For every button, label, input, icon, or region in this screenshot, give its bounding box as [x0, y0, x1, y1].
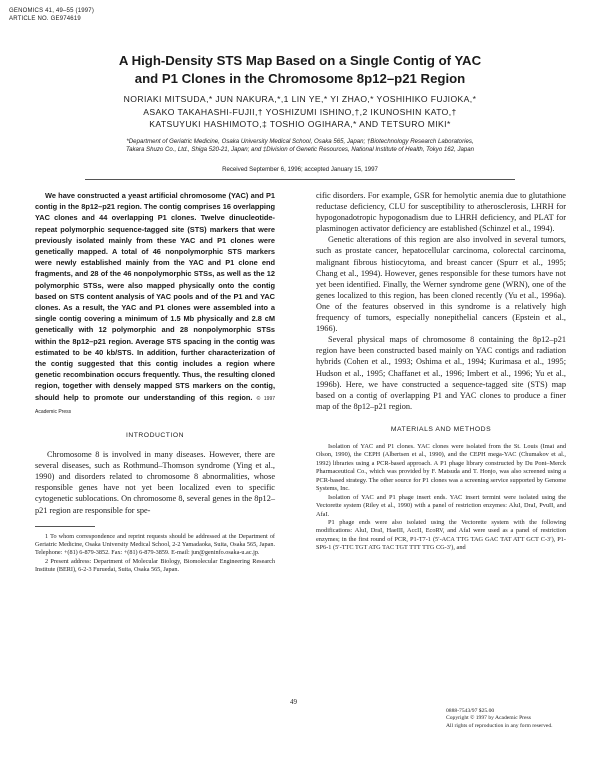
introduction-heading: INTRODUCTION [125, 432, 185, 440]
left-column [35, 190, 275, 575]
body-paragraph-1: cific disorders. For example, GSR for hemolytic anemia due to glutathione reductase deficiency, CLU for susceptibility to atherosclerosis, LHRH for hypogonadotropic hypogonadism due to LHRH deficiency, and PLAT for plasminogen activator deficiency are established (Schinzel et al., 1994). [316, 191, 566, 234]
affiliation-line-2: Takara Shuzo Co., Ltd., Shiga 520-21, Japan; and ‡Division of Genetic Resources, National Institute of Health, Tokyo 162, Japan [125, 146, 475, 154]
authors-line-2: ASAKO TAKAHASHI-FUJII,† YOSHIZUMI ISHINO,†,2 IKUNOSHIN KATO,† [143, 106, 457, 117]
abstract-copyright: © 1997 Academic Press [35, 395, 276, 415]
journal-header [9, 7, 94, 23]
author-list [20, 93, 580, 131]
footnote-2: 2 Present address: Department of Molecular Biology, Biomolecular Engineering Research Institute (BERI), 6-2-3 Furuedai, Suita, Osaka 565, Japan. [35, 557, 275, 574]
article-number: ARTICLE NO. GE974619 [9, 16, 81, 22]
title-line-1: A High-Density STS Map Based on a Single Contig of YAC [118, 53, 482, 68]
footnote-1: 1 To whom correspondence and reprint requests should be addressed at the Department of Geriatric Medicine, Osaka University Medical School, 2-2 Yamadaoka, Suita, Osaka 565, Japan. Telephone: +(81) 6-879-3852. Fax: +(81) 6-879-3859. E-mail: jun@geninfo.osaka-u.ac.jp. [35, 532, 275, 557]
body-paragraph-2: Genetic alterations of this region are also involved in several tumors, such as prostate cancer, hepatocellular carcinoma, colorectal carcinoma, malignant fibrous histiocytoma, and breast cancer (Spurr et al., 1995; Chang et al., 1994). However, genes responsible for these tumors have not yet been identified. Finally, the Werner syndrome gene (WRN), one of the genes localized to this region, has been cloned recently (Yu et al., 1996a). One of the features observed in this syndrome is a relatively high frequency of tumors, especially nonepithelial cancers (Epstein et al., 1966). [316, 235, 566, 334]
abstract-text: We have constructed a yeast artificial chromosome (YAC) and P1 contig in the 8p12–p21 region. The contig comprises 16 overlapping YAC clones and 44 overlapping P1 clones. Twelve dinucleotide-repeat polymorphic sequence-tagged site (STS) markers that were previously isolated mainly from these YAC and P1 clones were genetically mapped. A total of 46 nonpolymorphic STS markers were newly established mainly from the YAC and P1 clone end fragments, and 28 of the 46 nonpolymorphic STSs, as well as the 12 polymorphic STSs, were also mapped physically onto the contig based on STS content analysis of YAC pools and of the P1 and YAC clones. As a result, the YAC and P1 clones were assembled into a single contig covering a minimum of 1.5 Mb physically and 2.8 cM genetically with 12 polymorphic and 28 nonpolymorphic STSs within the 8p12–p21 region. Average STS spacing in the contig was estimated to be 40 kb/STS. In addition, further characterization of the contig suggested that this contig includes a region where genetic recombination occurs frequently. Thus, the resulting cloned region, together with densely mapped STS markers on the contig, should help to promote our understanding of this region. [35, 191, 275, 402]
issn-price: 0888-7543/97 $25.00 [446, 708, 495, 714]
introduction-paragraph: Chromosome 8 is involved in many diseases. However, there are several diseases, such as Rothmund–Thomson syndrome (Ying et al., 1990) and disorders related to chromosome 8 abnormalities, whose responsible genes have not yet been localized even to specific cytogenetic sublocations. On chromosome 8, several genes in the 8p12–p21 region are responsible for spe- [35, 450, 275, 515]
affiliation-line-1: *Department of Geriatric Medicine, Osaka University Medical School, Osaka 565, Japan; †Biotechnology Research Laboratories, [126, 138, 474, 145]
methods-heading: MATERIALS AND METHODS [390, 425, 492, 433]
methods-paragraph-3: P1 phage ends were also isolated using the Vectorette system with the following modifications: AluI, DraI, HaeIII, AccII, EcoRV, and AfaI were used as a panel of restriction enzymes; in the first round of PCR, P1-T7-1 (5′-ACA TTG TAG GAC TAT ATT GCT C-3′), P1-SP6-1 (5′-TTC TGT ATG TAC TGT TTT TTG CG-3′), and [316, 518, 566, 552]
article-title [20, 52, 580, 87]
right-column [316, 190, 566, 553]
body-paragraph-3: Several physical maps of chromosome 8 containing the 8p12–p21 region have been constructed based mainly on YAC contigs and radiation hybrids (Cohen et al., 1993; Oshima et al., 1994; Kurimasa et al., 1995; Hudson et al., 1995; Chaffanet et al., 1996; Imbert et al., 1996; Yu et al., 1996b). Here, we have constructed a sequence-tagged site (STS) map based on a contig of overlapping P1 and YAC clones to produce a finer map of the 8p12–p21 region. [316, 335, 566, 411]
header-divider [85, 179, 515, 180]
authors-line-3: KATSUYUKI HASHIMOTO,‡ TOSHIO OGIHARA,* AND TETSURO MIKI* [149, 119, 451, 129]
footnote-divider [35, 526, 95, 527]
rights-reserved: All rights of reproduction in any form reserved. [446, 722, 553, 729]
affiliations [10, 138, 590, 155]
page-number: 49 [290, 698, 297, 706]
title-line-2: and P1 Clones in the Chromosome 8p12–p21 Region [134, 70, 466, 86]
copyright-notice: Copyright © 1997 by Academic Press [446, 715, 531, 722]
received-dates: Received September 6, 1996; accepted January 15, 1997 [222, 166, 378, 173]
abstract [35, 190, 275, 418]
methods-paragraph-1: Isolation of YAC and P1 clones. YAC clones were isolated from the St. Louis (Imai and Olson, 1990), the CEPH (Albertsen et al., 1990), and the CEPH mega-YAC (Chumakov et al., 1992) libraries using a PCR-based approach. A P1 phage library constructed by Du Pont–Merck Pharmaceutical Co., which was provided by F. Matsuda and T. Honjo, was also screened using a PCR-based strategy. The other source for P1 clones was a screening service supported by Genome Systems, Inc. [316, 442, 566, 493]
journal-citation: GENOMICS 41, 49–55 (1997) [9, 8, 95, 14]
methods-paragraph-2: Isolation of YAC and P1 phage insert ends. YAC insert termini were isolated using the Vectorette system (Riley et al., 1990) with a panel of restriction enzymes: AluI, DraI, PvuII, and AfaI. [316, 493, 566, 518]
authors-line-1: NORIAKI MITSUDA,* JUN NAKURA,*,1 LIN YE,* YI ZHAO,* YOSHIHIKO FUJIOKA,* [123, 94, 477, 104]
copyright-block [446, 708, 596, 730]
